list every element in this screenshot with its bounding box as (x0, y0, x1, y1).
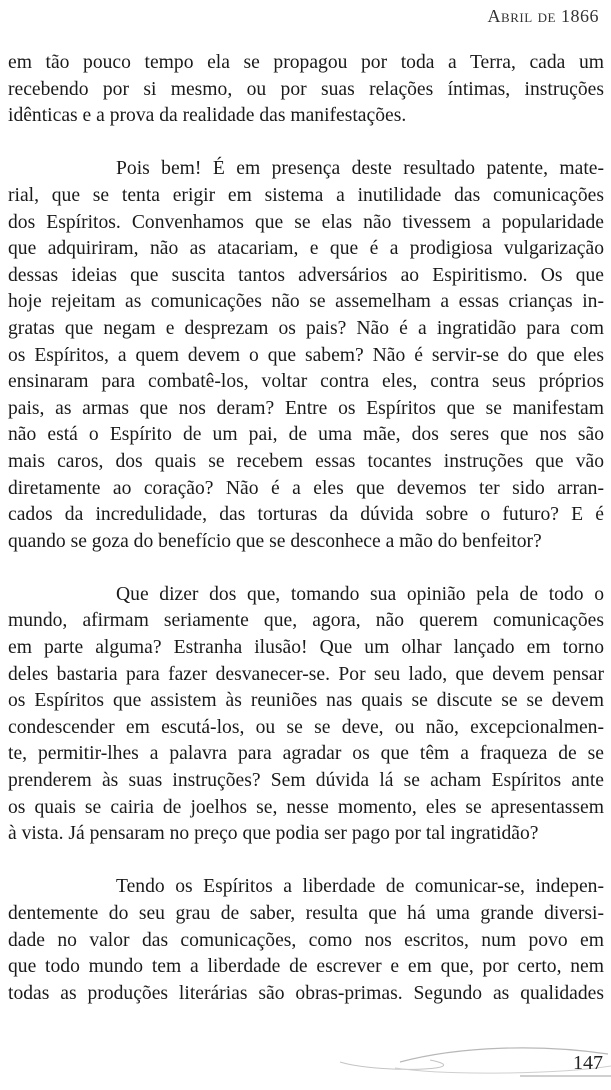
text-line: ensinaram para combatê-los, voltar contra eles, contra seus próprios (8, 371, 604, 393)
text-line: dessas ideias que suscita tantos adversários ao Espiritismo. Os que (8, 264, 604, 286)
text-line: Tendo os Espíritos a liberdade de comunicar-se, indepen- (116, 876, 604, 898)
text-line: à vista. Já pensaram no preço que podia ser pago por tal ingratidão? (8, 823, 539, 845)
text-line: Pois bem! É em presença deste resultado patente, mate- (116, 158, 604, 180)
text-line: não está o Espírito de um pai, de uma mãe, dos seres que nos são (8, 424, 604, 446)
text-line: recebendo por si mesmo, ou por suas relações íntimas, instruções (8, 78, 604, 100)
text-line: em tão pouco tempo ela se propagou por toda a Terra, cada um (8, 52, 604, 73)
text-line: cados da incredulidade, das torturas da dúvida sobre o futuro? E é (8, 504, 604, 526)
paragraph-2 (8, 156, 604, 555)
text-line: mundo, afirmam seriamente que, agora, não querem comunicações (8, 610, 604, 632)
paragraph-4 (8, 874, 604, 1007)
paragraph-3 (8, 582, 604, 848)
text-line: mais caros, dos quais se recebem essas tocantes instruções que vão (8, 450, 604, 472)
text-line: os Espíritos, a quem devem o que sabem? Não é servir-se do que eles (8, 344, 604, 366)
text-line: te, permitir-lhes a palavra para agradar os que têm a fraqueza de se (8, 743, 604, 765)
text-line: dade no valor das comunicações, como nos escritos, num povo em (8, 929, 604, 951)
text-line: os Espíritos que assistem às reuniões nas quais se discute se se devem (8, 690, 604, 712)
text-line: diretamente ao coração? Não é a eles que devemos ter sido arran- (8, 477, 604, 499)
body-text (8, 50, 604, 1007)
text-line: rial, que se tenta erigir em sistema a inutilidade das comunicações (8, 184, 604, 206)
text-line: condescender em escutá-los, ou se se deve, ou não, excepcionalmen- (8, 716, 604, 738)
text-line: gratas que negam e desprezam os pais? Não é a ingratidão para com (8, 317, 604, 339)
page-footer (0, 1040, 611, 1090)
text-line: Que dizer dos que, tomando sua opinião pela de todo o (116, 583, 604, 605)
text-line: dos Espíritos. Convenhamos que se elas não tivessem a popularidade (8, 211, 604, 233)
text-line: que todo mundo tem a liberdade de escrever e em que, por certo, nem (8, 956, 604, 978)
text-line: os quais se cairia de joelhos se, nesse momento, eles se apresentassem (8, 796, 604, 818)
text-line: hoje rejeitam as comunicações não se assemelham a essas crianças in- (8, 291, 604, 313)
footer-swoosh-ornament (0, 1040, 611, 1090)
text-line: que adquiriram, não as atacariam, e que é a prodigiosa vulgarização (8, 238, 604, 260)
text-line: prenderem às suas instruções? Sem dúvida lá se acham Espíritos ante (8, 770, 604, 792)
text-line: idênticas e a prova da realidade das manifestações. (8, 105, 407, 127)
text-line: quando se goza do benefício que se desconhece a mão do benfeitor? (8, 530, 542, 552)
text-line: todas as produções literárias são obras-primas. Segundo as qualidades (8, 982, 604, 1004)
running-header: Abril de 1866 (487, 6, 599, 26)
text-line: deles bastaria para fazer desvanecer-se. Por seu lado, que devem pensar (8, 663, 604, 685)
text-line: em parte alguma? Estranha ilusão! Que um olhar lançado em torno (8, 637, 604, 659)
text-line: dentemente do seu grau de saber, resulta que há uma grande diversi- (8, 903, 604, 924)
text-line: pais, as armas que nos deram? Entre os Espíritos que se manifestam (8, 397, 604, 419)
page-number: 147 (573, 1052, 603, 1074)
paragraph-1 (8, 50, 604, 130)
